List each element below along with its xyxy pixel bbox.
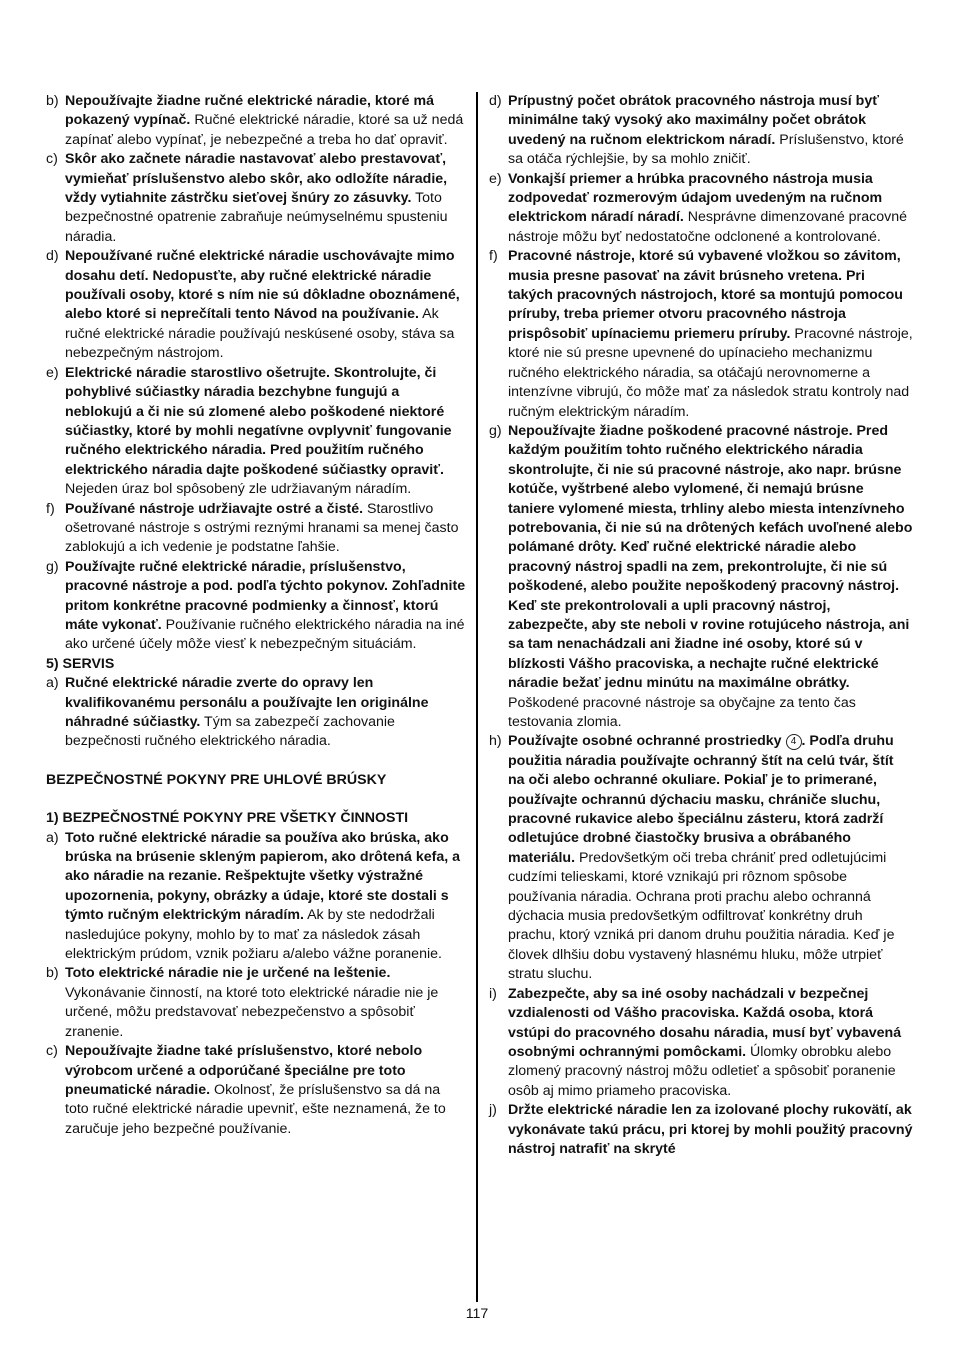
page-number: 117 bbox=[465, 1306, 489, 1322]
subsection-title: 1) BEZPEČNOSTNÉ POKYNY PRE VŠETKY ČINNOSTI bbox=[46, 810, 409, 827]
list-item: h) Používajte osobné ochranné prostriedky 4 . Podľa druhu použitia náradia používajte ochranný štít na celú tvár, štít na oči alebo ochranné okuliare. Pokiaľ je to primerané, používajte ochrannú dýchaciu masku, chrániče sluchu, pracovné rukavice alebo špeciálnu zásteru, ktorá zadrží odletujúce drobné čiastočky brusiva a obrábaného materiálu. Predovšetkým oči treba chrániť pred odletujúcimi cudzími telieskami, ktoré vznikajú pri rôznom spôsobe používania náradia. Ochrana proti prachu alebo ochranná dýchacia musia predovšetkým odfiltrovať konkrétny druh prachu, ktorý vzniká pri danom druhu použitia náradia. Keď je človek dlhšiu dobu vystavený hlasnému hluku, môže utrpieť stratu sluchu. bbox=[489, 733, 895, 983]
figure-reference-icon: 4 bbox=[786, 734, 802, 750]
list-item: e) Vonkajší priemer a hrúbka pracovného nástroja musia zodpovedať rozmerovým údajom uvedeným na ručnom elektrickom náradí náradí. Nesprávne dimenzované pracovné nástroje môžu byť nedostatočne odclonené a kontrolované. bbox=[489, 170, 908, 245]
list-item: b) Toto elektrické náradie nie je určené na leštenie. Vykonávanie činností, na ktoré toto elektrické náradie nie je určené, môžu predstavovať nebezpečenstvo a spôsobiť zranenie. bbox=[46, 965, 439, 1040]
list-item: f) Pracovné nástroje, ktoré sú vybavené vložkou so závitom, musia presne pasovať na závit brúsneho vretena. Pri takých pracovných nástrojoch, ktoré sa montujú pomocou príruby, treba priemer otvoru pracovného nástroja prispôsobiť upínaciemu priemeru príruby. Pracovné nástroje, ktoré nie sú presne upevnené do upínacieho mechanizmu ručného elektrického náradia, sa otáčajú nerovnomerne a intenzívne vibrujú, čo môže mať za následok stratu kontroly nad ručným elektrickým náradím. bbox=[489, 248, 913, 420]
list-item: c) Nepoužívajte žiadne také príslušenstvo, ktoré nebolo výrobcom určené a odporúčané špeciálne pre toto pneumatické náradie. Okolnosť, že príslušenstvo sa dá na toto ručné elektrické náradie upevniť, ešte neznamená, že to zaručuje jeho bezpečné používanie. bbox=[46, 1043, 446, 1137]
list-item: b) Nepoužívajte žiadne ručné elektrické náradie, ktoré má pokazený vypínač. Ručné elektrické náradie, ktoré sa už nedá zapínať alebo vypínať, je nebezpečné a treba ho dať opraviť. bbox=[46, 93, 464, 148]
list-item: g) Nepoužívajte žiadne poškodené pracovné nástroje. Pred každým použitím tohto ručného elektrického náradia skontrolujte, či nie sú pracovné nástroje, ako napr. brúsne kotúče, vyštrbené alebo vylomené, či nemajú brúsne taniere vylomené miesta, trhliny alebo miesta intenzívneho potrebovania, či nie sú na drôtených kefách uvoľnené alebo polámané drôty. Keď ručné elektrické náradie alebo pracovný nástroj spadli na zem, prekontrolujte, či nie sú poškodené, alebo použite nepoškodený pracovný nástroj. Keď ste prekontrolovali a upli pracovný nástroj, zabezpečte, aby ste neboli v rovine rotujúceho nástroja, ani sa tam nenachádzali ani žiadne iné osoby, ktoré sú v blízkosti Vášho pracoviska, a nechajte ručné elektrické náradie bežať jednu minútu na maximálne obrátky. Poškodené pracovné nástroje sa obyčajne za tento čas testovania zlomia. bbox=[489, 422, 913, 730]
list-item: j) Držte elektrické náradie len za izolované plochy rukovätí, ak vykonávate takú prácu, pri ktorej by mohli použitý pracovný nástroj natrafiť na skryté bbox=[489, 1102, 913, 1157]
list-item: f) Používané nástroje udržiavajte ostré a čisté. Starostlivo ošetrované nástroje s ostrými reznými hranami sa menej často zablokujú a ich vedenie je podstatne ľahšie. bbox=[46, 500, 459, 556]
right-column bbox=[489, 92, 913, 1159]
list-item: d) Prípustný počet obrátok pracovného nástroja musí byť minimálne taký vysoký ako maximálny počet obrátok uvedený na ručnom elektrickom náradí. Príslušenstvo, ktoré sa otáča rýchlejšie, by sa mohlo zničiť. bbox=[489, 93, 904, 168]
column-divider bbox=[476, 92, 478, 1302]
list-item: e) Elektrické náradie starostlivo ošetrujte. Skontrolujte, či pohyblivé súčiastky náradia bezchybne fungujú a neblokujú a či nie sú zlomené alebo poškodené niektoré súčiastky, ktoré by mohli negatívne ovplyvniť fungovanie ručného elektrického náradia. Pred použitím ručného elektrického náradia dajte poškodené súčiastky opraviť. Nejeden úraz bol spôsobený zle udržiavaným náradím. bbox=[46, 364, 452, 498]
list-item: i) Zabezpečte, aby sa iné osoby nachádzali v bezpečnej vzdialenosti od Vášho pracoviska. Každá osoba, ktorá vstúpi do pracovného dosahu náradia, musí byť vybavená osobnými ochrannými pomôckami. Úlomky obrobku alebo zlomený pracovný nástroj môžu odletieť a spôsobiť poranenie osôb aj mimo priameho pracoviska. bbox=[489, 985, 902, 1099]
section-title: BEZPEČNOSTNÉ POKYNY PRE UHLOVÉ BRÚSKY bbox=[46, 771, 387, 788]
list-item: a) Toto ručné elektrické náradie sa používa ako brúska, ako brúska na brúsenie skleným papierom, ako drôtená kefa, a ako náradie na rezanie. Rešpektujte všetky výstražné upozornenia, pokyny, obrázky a údaje, ktoré ste dostali s týmto ručným elektrickým náradím. Ak by ste nedodržali nasledujúce pokyny, mohlo by to mať za následok zásah elektrickým prúdom, vznik požiaru a/alebo vážne poranenie. bbox=[46, 829, 461, 963]
list-item: a) Ručné elektrické náradie zverte do opravy len kvalifikovanému personálu a používajte len originálne náhradné súčiastky. Tým sa zabezpečí zachovanie bezpečnosti ručného elektrického náradia. bbox=[46, 675, 429, 750]
servis-heading: 5) SERVIS bbox=[46, 655, 115, 672]
list-item: g) Používajte ručné elektrické náradie, príslušenstvo, pracovné nástroje a pod. podľa týchto pokynov. Zohľadnite pritom konkrétne pracovné podmienky a činnosť, ktorú máte vykonať. Používanie ručného elektrického náradia na iné ako určené účely môže viesť k nebezpečným situáciám. bbox=[46, 558, 466, 653]
left-column bbox=[46, 92, 466, 1139]
list-item: d) Nepoužívané ručné elektrické náradie uschovávajte mimo dosahu detí. Nedopusťte, aby ručné elektrické náradie používali osoby, ktoré s ním nie sú dôkladne oboznámené, alebo ktoré si neprečítali tento Návod na používanie. Ak ručné elektrické náradie používajú neskúsené osoby, stáva sa nebezpečným nástrojom. bbox=[46, 248, 460, 362]
list-item: c) Skôr ako začnete náradie nastavovať alebo prestavovať, vymieňať príslušenstvo alebo skôr, ako odložíte náradie, vždy vytiahnite zástrčku sieťovej šnúry zo zásuvky. Toto bezpečnostné opatrenie zabraňuje neúmyselnému spusteniu náradia. bbox=[46, 151, 448, 245]
